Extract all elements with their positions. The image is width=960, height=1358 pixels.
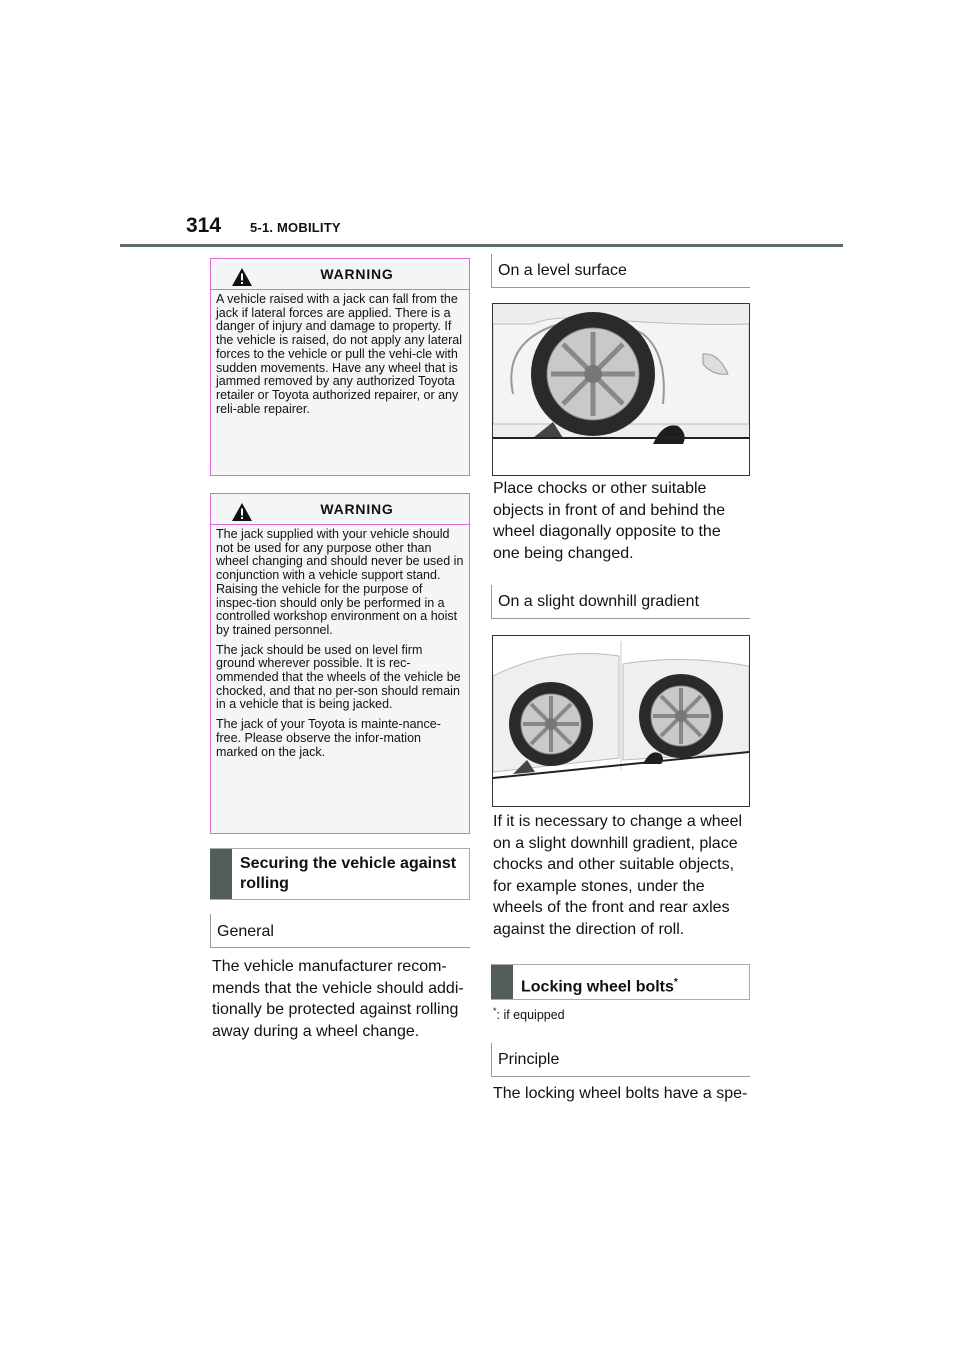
warning-text: [211, 525, 469, 759]
warning-header: [211, 259, 469, 290]
wheel-level-illustration: [493, 304, 749, 475]
subheading-text: On a slight downhill gradient: [498, 593, 700, 610]
subheading-text: On a level surface: [498, 262, 627, 279]
heading-tab: [491, 965, 513, 999]
subheading-downhill: [491, 585, 750, 619]
subheading-principle: [491, 1043, 750, 1077]
section-title: 5-1. MOBILITY: [250, 220, 341, 235]
level-surface-text: Place chocks or other suitable objects in front of and behind the wheel diagonally opposite to the one being changed.: [493, 480, 726, 562]
equipment-asterisk: *: [673, 977, 678, 988]
warning-paragraph: The jack supplied with your vehicle should not be used for any purpose other than wheel changing and should never be used in conjunction with a vehicle support stand. Raising the vehicle for the purpose of inspec-tion should only be performed in a controlled workshop environment on a hoist by trained personnel.: [216, 527, 464, 637]
warning-header: [211, 494, 469, 525]
header-rule: [120, 244, 843, 247]
warning-paragraph: The jack should be used on level firm ground wherever possible. It is rec-ommended that the wheels of the vehicle be chocked, and that no per-son should remain in a vehicle that is being jacked.: [216, 642, 461, 712]
page-number: 314: [186, 214, 222, 237]
figure-level-surface: [492, 303, 750, 476]
subheading-general: [210, 914, 470, 948]
warning-text: [211, 290, 469, 416]
warning-paragraph: The jack of your Toyota is mainte-nance-free. Please observe the infor-mation marked on the jack.: [216, 717, 441, 759]
subheading-text: General: [217, 923, 274, 940]
warning-title: WARNING: [320, 266, 394, 282]
warning-title: WARNING: [320, 501, 394, 517]
heading-locking-wheel-bolts: [491, 964, 750, 1000]
warning-paragraph: A vehicle raised with a jack can fall from the jack if lateral forces are applied. There is a danger of injury and damage to property. If the vehicle is raised, do not apply any lateral forces to the vehicle or pull the vehi-cle with sudden movements. Have any wheel that is jammed removed by any authorized Toyota retailer or Toyota authorized repairer, or any reli-able repairer.: [216, 292, 462, 416]
warning-box-1: [210, 258, 470, 476]
figure-downhill: [492, 635, 750, 807]
heading-text: Securing the vehicle against rolling: [240, 855, 457, 892]
downhill-text: If it is necessary to change a wheel on a slight downhill gradient, place chocks and other suitable objects, for example stones, under the wheels of the front and rear axles against the direction of roll.: [493, 813, 743, 938]
heading-securing-vehicle: [210, 848, 470, 900]
heading-text: [521, 973, 678, 997]
footnote-asterisk: *: [493, 1006, 497, 1016]
general-body-text: The vehicle manufacturer recom-mends that the vehicle should addi-tionally be protected against rolling away during a wheel change.: [212, 958, 464, 1040]
warning-box-2: [210, 493, 470, 834]
principle-text: The locking wheel bolts have a spe-: [493, 1085, 748, 1102]
subheading-level-surface: [491, 254, 750, 288]
heading-tab: [210, 849, 232, 899]
footnote: [493, 1006, 565, 1022]
heading-label: Locking wheel bolts: [521, 978, 674, 996]
subheading-text: Principle: [498, 1051, 560, 1068]
footnote-text: : if equipped: [496, 1008, 565, 1023]
wheel-downhill-illustration: [493, 636, 749, 806]
